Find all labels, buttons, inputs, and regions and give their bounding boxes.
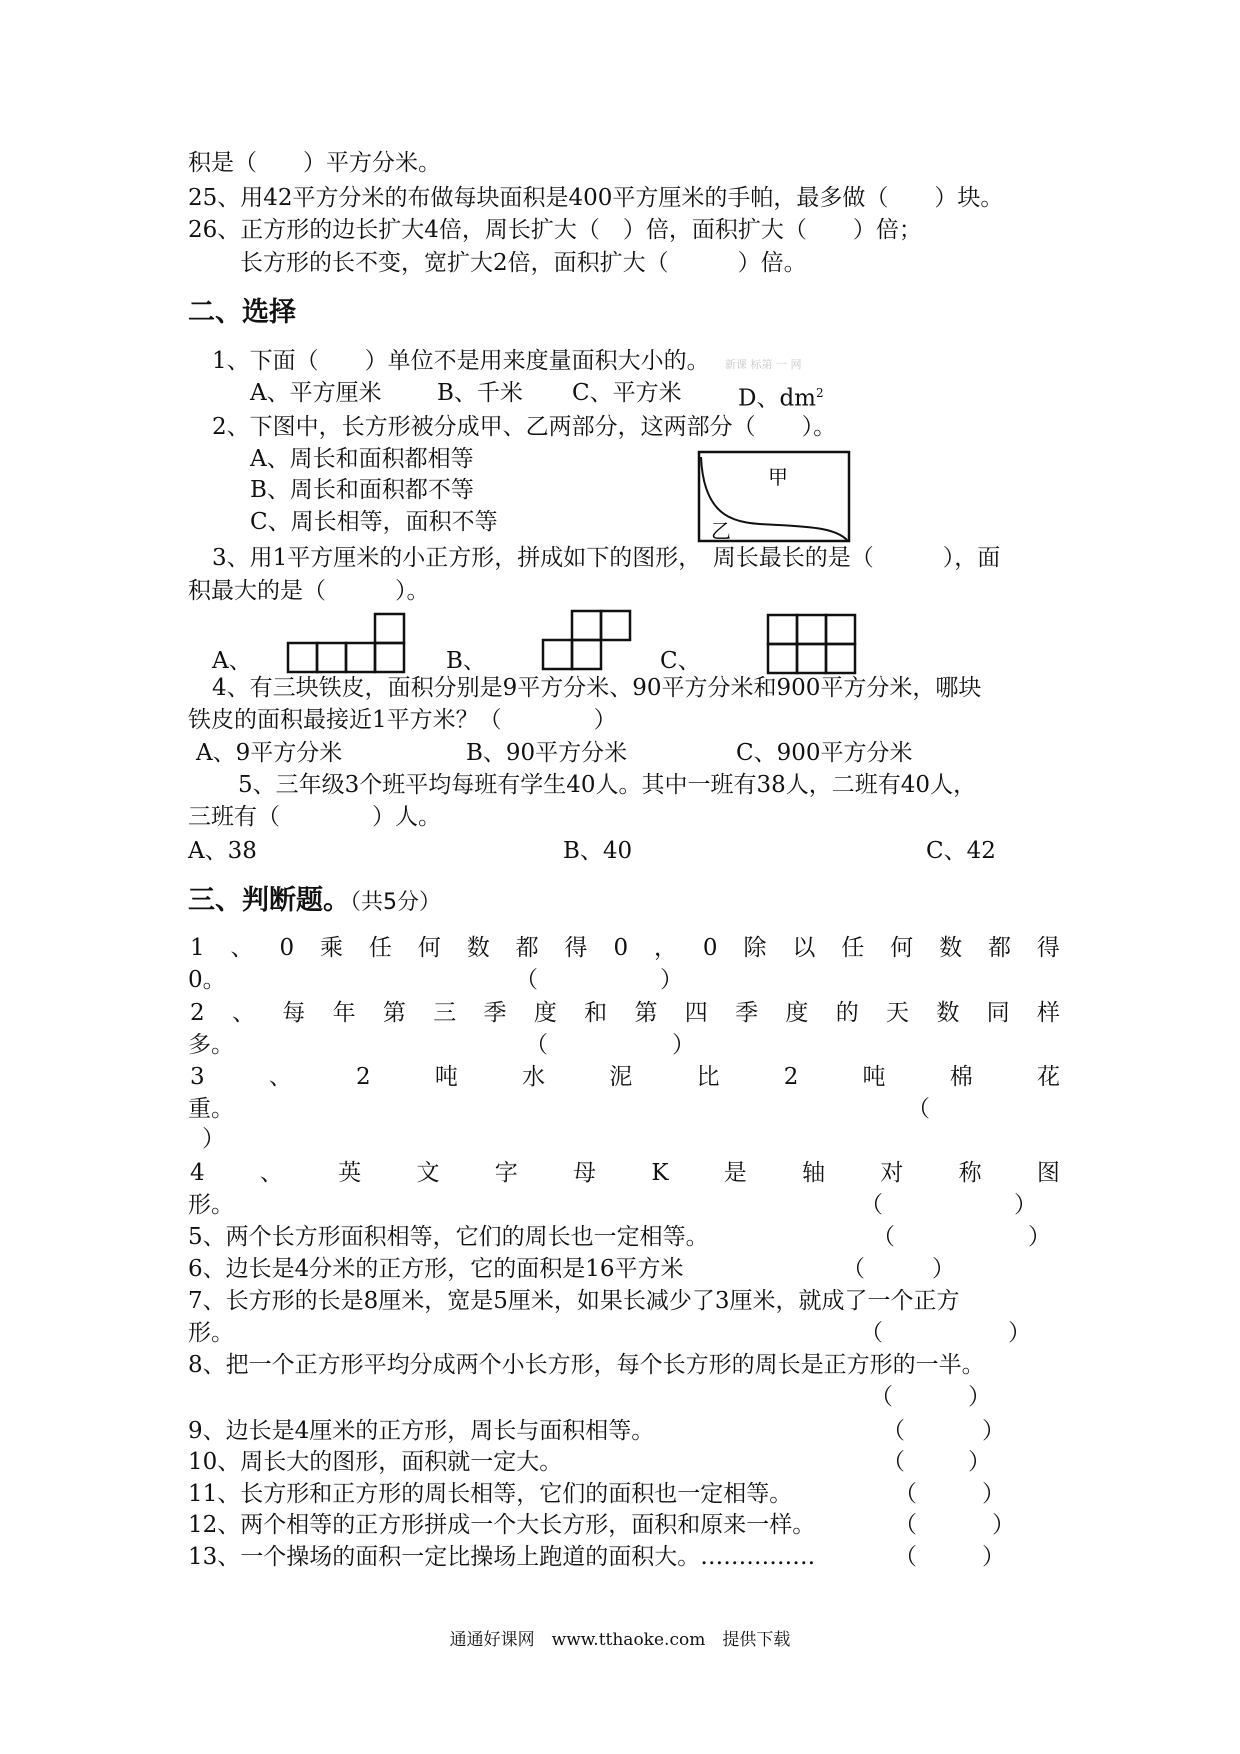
justified-token: 比	[696, 1064, 720, 1090]
fill-q26-line2: 长方形的长不变，宽扩大2倍，面积扩大（ ）倍。	[240, 250, 807, 276]
judge-q3-paren-open: （	[907, 1096, 930, 1122]
judge-q2-paren-open: （	[525, 1032, 548, 1058]
choice-q3-option-a: A、	[212, 648, 252, 674]
justified-token: 任	[841, 935, 865, 961]
option-d-text: D、dm	[738, 385, 816, 412]
grid-square	[797, 615, 826, 644]
judge-q11: 11、长方形和正方形的周长相等，它们的面积也一定相等。	[188, 1481, 793, 1507]
choice-q5-line2: 三班有（ ）人。	[188, 804, 441, 830]
justified-token: 何	[890, 935, 914, 961]
justified-token: 母	[573, 1160, 597, 1186]
justified-token: 对	[880, 1160, 904, 1186]
option-d-superscript: 2	[815, 386, 824, 400]
choice-q1-option-b: B、千米	[437, 380, 523, 406]
judge-heading-score: （共5分）	[350, 890, 441, 915]
justified-token: 轴	[802, 1160, 826, 1186]
justified-token: 、	[268, 1064, 292, 1090]
choice-q1-option-a: A、平方厘米	[250, 380, 382, 406]
grid-square	[543, 640, 572, 669]
justified-token: 都	[987, 935, 1011, 961]
judge-q3-justified-line	[190, 1062, 1060, 1092]
choice-q4-line2: 铁皮的面积最接近1平方米？（ ）	[188, 707, 617, 733]
section-judge-heading	[188, 884, 441, 920]
justified-token: 1	[190, 935, 205, 961]
choice-q3-line1: 3、用1平方厘米的小正方形，拼成如下的图形， 周长最长的是（ ），面	[212, 545, 1001, 571]
judge-q11-paren-open: （	[894, 1481, 917, 1507]
justified-token: 、	[231, 1000, 255, 1026]
judge-q12: 12、两个相等的正方形拼成一个大长方形，面积和原来一样。	[188, 1512, 816, 1538]
section-choice-heading: 二、选择	[188, 297, 296, 328]
judge-q5: 5、两个长方形面积相等，它们的周长也一定相等。	[188, 1224, 709, 1250]
judge-q8-paren-close: ）	[968, 1384, 991, 1410]
grid-square	[346, 643, 375, 672]
choice-q2: 2、下图中，长方形被分成甲、乙两部分，这两部分（ ）。	[212, 414, 837, 440]
choice-q2-option-b: B、周长和面积都不等	[250, 477, 474, 503]
justified-token: 都	[515, 935, 539, 961]
judge-q4-tail: 形。	[188, 1192, 234, 1218]
judge-q2-justified-line	[190, 998, 1060, 1028]
justified-token: 英	[338, 1160, 362, 1186]
judge-q8-paren-open: （	[870, 1384, 893, 1410]
justified-token: 以	[792, 935, 816, 961]
judge-q10: 10、周长大的图形，面积就一定大。	[188, 1449, 563, 1475]
justified-token: 2	[190, 1000, 205, 1026]
grid-square	[375, 643, 404, 672]
grid-square	[826, 644, 855, 673]
justified-token: 度	[533, 1000, 557, 1026]
justified-token: 样	[1036, 1000, 1060, 1026]
justified-token: 三	[433, 1000, 457, 1026]
judge-q10-paren-close: ）	[968, 1449, 991, 1475]
justified-token: 吨	[434, 1064, 458, 1090]
choice-q5-option-a: A、38	[188, 838, 257, 864]
choice-q4-line1: 4、有三块铁皮，面积分别是9平方分米、90平方分米和900平方分米，哪块	[212, 675, 982, 701]
justified-token: 泥	[609, 1064, 633, 1090]
justified-token: 棉	[949, 1064, 973, 1090]
justified-token: 2	[783, 1064, 799, 1090]
justified-token: 季	[735, 1000, 759, 1026]
judge-q8: 8、把一个正方形平均分成两个小长方形，每个长方形的周长是正方形的一半。	[188, 1352, 985, 1378]
judge-q13: 13、一个操场的面积一定比操场上跑道的面积大。……………	[188, 1544, 816, 1570]
justified-token: 数	[466, 935, 490, 961]
judge-q4-justified-line	[190, 1158, 1060, 1188]
choice-q5-line1: 5、三年级3个班平均每班有学生40人。其中一班有38人，二班有40人，	[238, 772, 977, 798]
grid-square	[572, 611, 601, 640]
judge-q10-paren-open: （	[882, 1449, 905, 1475]
justified-token: 字	[494, 1160, 518, 1186]
shape-a-grid	[287, 612, 407, 674]
judge-q7-line2: 形。	[188, 1320, 234, 1346]
justified-token: 第	[634, 1000, 658, 1026]
choice-q2-option-a: A、周长和面积都相等	[250, 446, 474, 472]
judge-q2-paren-close: ）	[672, 1032, 695, 1058]
choice-q5-option-b: B、40	[563, 838, 633, 864]
fill-q24-tail: 积是（ ）平方分米。	[188, 150, 441, 176]
judge-q9-paren-open: （	[882, 1418, 905, 1444]
judge-q1-paren-open: （	[515, 967, 538, 993]
choice-q2-option-c: C、周长相等，面积不等	[250, 509, 498, 535]
justified-token: 、	[259, 1160, 283, 1186]
justified-token: 得	[564, 935, 588, 961]
justified-token: 0	[279, 935, 295, 961]
justified-token: 图	[1036, 1160, 1060, 1186]
judge-q2-tail: 多。	[188, 1032, 234, 1058]
judge-q5-paren-close: ）	[1028, 1224, 1051, 1250]
judge-q12-paren-open: （	[894, 1512, 917, 1538]
judge-q1-justified-line	[190, 933, 1060, 963]
justified-token: 文	[416, 1160, 440, 1186]
judge-q11-paren-close: ）	[982, 1481, 1005, 1507]
choice-q1-option-c: C、平方米	[572, 380, 682, 406]
fill-q26-line1: 26、正方形的边长扩大4倍，周长扩大（ ）倍，面积扩大（ ）倍；	[188, 217, 922, 243]
justified-token: 年	[332, 1000, 356, 1026]
judge-q6: 6、边长是4分米的正方形，它的面积是16平方米	[188, 1256, 684, 1282]
judge-q3-tail: 重。	[188, 1096, 234, 1122]
judge-q7-paren-open: （	[860, 1320, 883, 1346]
justified-token: 每	[282, 1000, 306, 1026]
judge-q7-line1: 7、长方形的长是8厘米，宽是5厘米，如果长减少了3厘米，就成了一个正方	[188, 1288, 960, 1314]
judge-heading-text: 三、判断题。	[188, 885, 350, 916]
justified-token: 数	[939, 935, 963, 961]
justified-token: 四	[684, 1000, 708, 1026]
grid-square	[572, 640, 601, 669]
choice-q3-line2: 积最大的是（ ）。	[188, 578, 430, 604]
choice-q4-option-a: A、9平方分米	[196, 740, 343, 766]
justified-token: 吨	[862, 1064, 886, 1090]
choice-q3-option-b: B、	[446, 648, 486, 674]
justified-token: 0	[613, 935, 629, 961]
judge-q6-paren-close: ）	[932, 1256, 955, 1282]
fill-q25: 25、用42平方分米的布做每块面积是400平方厘米的手帕，最多做（ ）块。	[188, 185, 1004, 211]
judge-q12-paren-close: ）	[992, 1512, 1015, 1538]
judge-q13-paren-open: （	[894, 1544, 917, 1570]
justified-token: 除	[743, 935, 767, 961]
justified-token: 2	[356, 1064, 371, 1090]
justified-token: 0	[702, 935, 718, 961]
justified-token: 任	[368, 935, 392, 961]
choice-q4-option-c: C、900平方分米	[736, 740, 913, 766]
divided-rectangle-figure	[698, 451, 850, 543]
justified-token: 和	[584, 1000, 608, 1026]
choice-q3-option-c: C、	[660, 648, 701, 674]
justified-token: 是	[723, 1160, 747, 1186]
justified-token: 乘	[320, 935, 343, 961]
grid-square	[797, 644, 826, 673]
justified-token: 称	[958, 1160, 982, 1186]
choice-q1-option-d	[738, 378, 824, 414]
judge-q4-paren-close: ）	[1014, 1192, 1037, 1218]
choice-q4-option-b: B、90平方分米	[466, 740, 628, 766]
justified-token: 天	[886, 1000, 910, 1026]
region-label-yi: 乙	[711, 519, 731, 543]
justified-token: 何	[417, 935, 441, 961]
choice-q5-option-c: C、42	[926, 838, 996, 864]
justified-token: 季	[483, 1000, 507, 1026]
grid-square	[768, 615, 797, 644]
grid-square	[288, 643, 317, 672]
justified-token: ，	[653, 935, 677, 961]
region-label-jia: 甲	[768, 465, 788, 489]
justified-token: K	[651, 1160, 669, 1186]
judge-q13-paren-close: ）	[982, 1544, 1005, 1570]
judge-q1-tail: 0。	[188, 967, 226, 993]
justified-token: 度	[785, 1000, 809, 1026]
judge-q9: 9、边长是4厘米的正方形，周长与面积相等。	[188, 1418, 655, 1444]
grid-square	[317, 643, 346, 672]
justified-token: 水	[522, 1064, 546, 1090]
grid-square	[601, 611, 630, 640]
judge-q1-paren-close: ）	[660, 967, 683, 993]
justified-token: 3	[190, 1064, 205, 1090]
judge-q3-paren-close: ）	[202, 1126, 225, 1152]
grid-square	[768, 644, 797, 673]
judge-q4-paren-open: （	[860, 1192, 883, 1218]
shape-b-grid	[542, 609, 634, 671]
justified-token: 4	[190, 1160, 205, 1186]
justified-token: 同	[986, 1000, 1010, 1026]
judge-q6-paren-open: （	[842, 1256, 865, 1282]
justified-token: 、	[230, 935, 254, 961]
shape-c-grid	[767, 614, 859, 676]
choice-q1: 1、下面（ ）单位不是用来度量面积大小的。	[212, 348, 710, 374]
justified-token: 得	[1036, 935, 1060, 961]
judge-q9-paren-close: ）	[982, 1418, 1005, 1444]
grid-square	[375, 614, 404, 643]
justified-token: 数	[936, 1000, 960, 1026]
judge-q7-paren-close: ）	[1008, 1320, 1031, 1346]
page-footer: 通通好课网 www.tthaoke.com 提供下载	[449, 1630, 791, 1650]
justified-token: 花	[1036, 1064, 1060, 1090]
judge-q5-paren-open: （	[872, 1224, 895, 1250]
justified-token: 第	[382, 1000, 406, 1026]
justified-token: 的	[835, 1000, 859, 1026]
watermark: 新课 标第 一 网	[725, 358, 802, 371]
grid-square	[826, 615, 855, 644]
